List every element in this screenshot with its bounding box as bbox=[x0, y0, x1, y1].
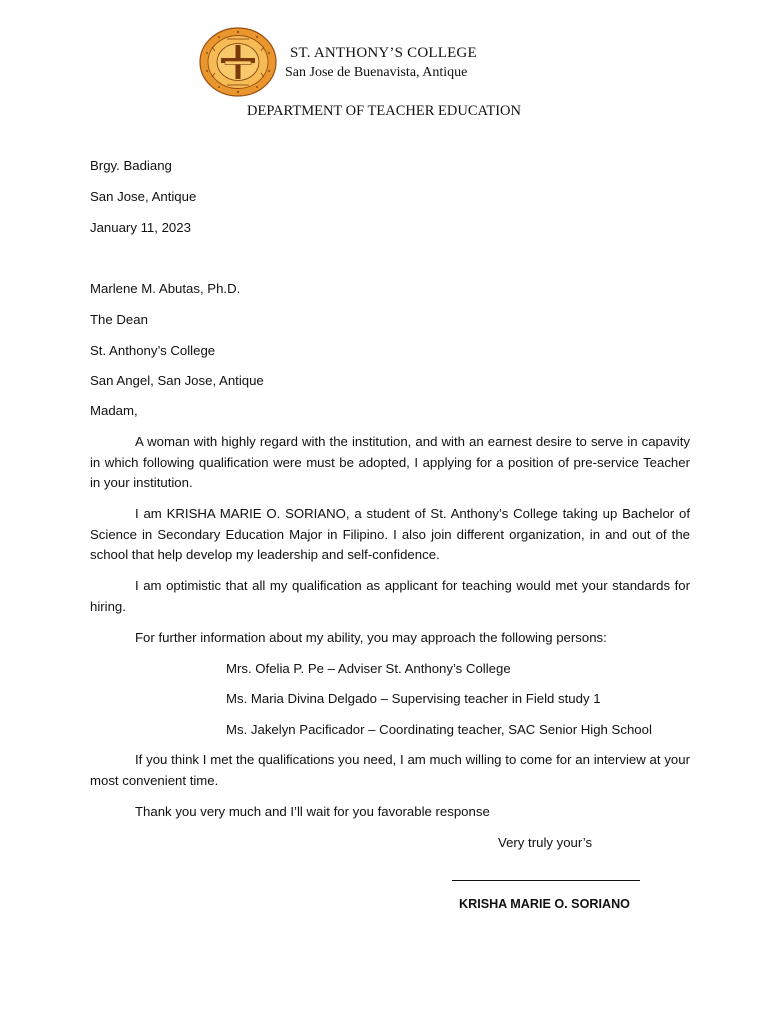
body-paragraph-3: I am optimistic that all my qualification as applicant for teaching would met your standards for hiring. bbox=[90, 578, 690, 614]
body-paragraph-1: A woman with highly regard with the institution, and with an earnest desire to serve in capavity in which following qualification were must be adopted, I applying for a position of pre-service Teacher in your institution. bbox=[90, 434, 690, 490]
department-heading: DEPARTMENT OF TEACHER EDUCATION bbox=[247, 103, 521, 119]
reference-item: Mrs. Ofelia P. Pe – Adviser St. Anthony’s College bbox=[226, 661, 511, 676]
college-address: San Jose de Buenavista, Antique bbox=[285, 65, 468, 80]
sender-address-line2: San Jose, Antique bbox=[90, 189, 197, 204]
complimentary-close: Very truly your’s bbox=[498, 835, 593, 850]
salutation: Madam, bbox=[90, 403, 138, 418]
recipient-name: Marlene M. Abutas, Ph.D. bbox=[90, 281, 241, 296]
body-paragraph-2: I am KRISHA MARIE O. SORIANO, a student of St. Anthony’s College taking up Bachelor of Science in Secondary Education Major in Filipino. I also join different organization, in and out of the school that help develop my leadership and self-confidence. bbox=[90, 506, 690, 562]
letter-date: January 11, 2023 bbox=[90, 220, 191, 235]
college-name: ST. ANTHONY’S COLLEGE bbox=[290, 45, 477, 61]
body-paragraph-6: Thank you very much and I’ll wait for you favorable response bbox=[135, 804, 490, 819]
recipient-title: The Dean bbox=[90, 312, 148, 327]
sender-address-line1: Brgy. Badiang bbox=[90, 158, 172, 173]
recipient-address: San Angel, San Jose, Antique bbox=[90, 373, 264, 388]
body-paragraph-5: If you think I met the qualifications you need, I am much willing to come for an interview at your most convenient time. bbox=[90, 752, 690, 788]
college-seal-icon bbox=[199, 27, 277, 97]
reference-item: Ms. Jakelyn Pacificador – Coordinating teacher, SAC Senior High School bbox=[226, 722, 652, 737]
signature-line bbox=[452, 880, 640, 881]
reference-item: Ms. Maria Divina Delgado – Supervising teacher in Field study 1 bbox=[226, 691, 601, 706]
signatory-name: KRISHA MARIE O. SORIANO bbox=[459, 897, 630, 911]
recipient-institution: St. Anthony’s College bbox=[90, 343, 216, 358]
body-paragraph-4: For further information about my ability, you may approach the following persons: bbox=[135, 630, 607, 645]
